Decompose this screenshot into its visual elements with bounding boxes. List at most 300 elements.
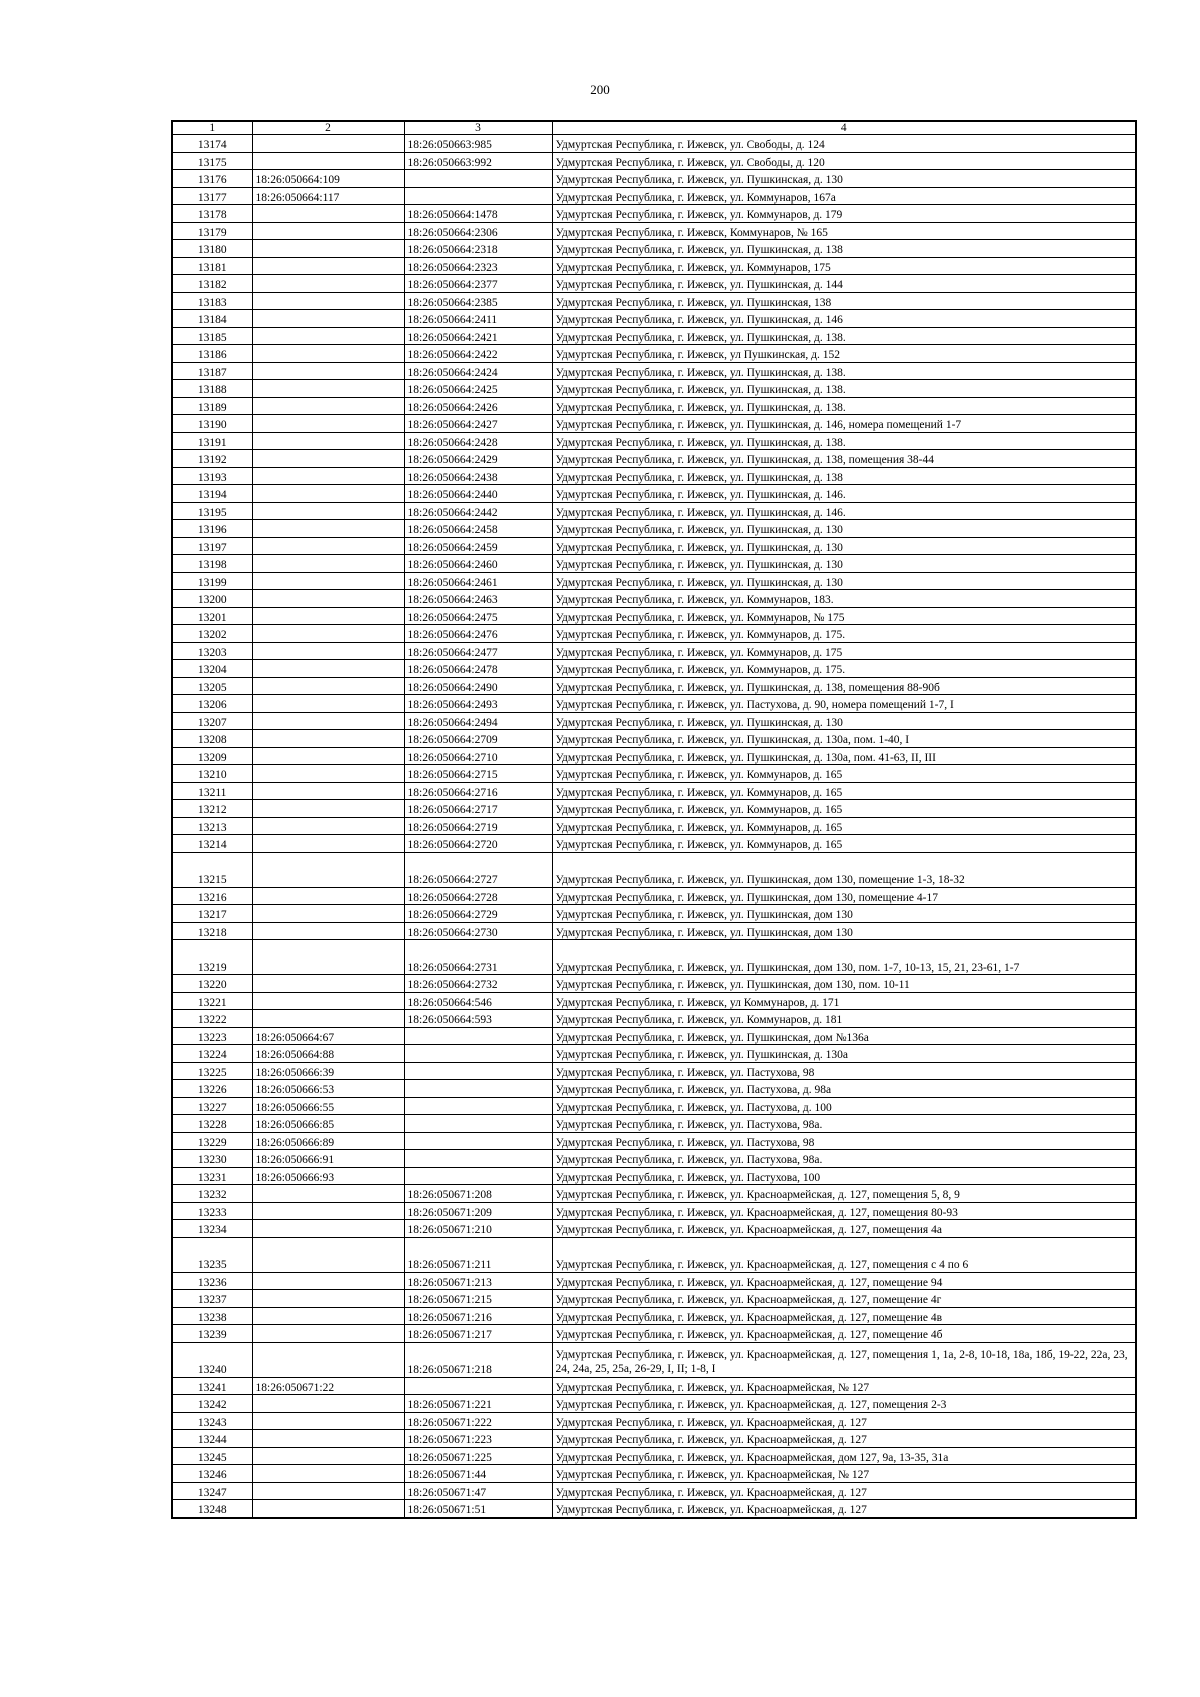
- row-number: 13206: [172, 695, 252, 713]
- row-number: 13174: [172, 135, 252, 153]
- table-row: [172, 415, 1136, 433]
- row-number: 13216: [172, 887, 252, 905]
- table-row: [172, 590, 1136, 608]
- object-number: 18:26:050663:985: [404, 135, 552, 153]
- object-number: [404, 1097, 552, 1115]
- parcel-number: [252, 590, 404, 608]
- row-number: 13203: [172, 642, 252, 660]
- parcel-number: [252, 1202, 404, 1220]
- parcel-number: 18:26:050666:89: [252, 1132, 404, 1150]
- address: Удмуртская Республика, г. Ижевск, ул. Красноармейская, д. 127: [552, 1500, 1136, 1518]
- address: Удмуртская Республика, г. Ижевск, ул. Красноармейская, д. 127, помещения 5, 8, 9: [552, 1185, 1136, 1203]
- address: Удмуртская Республика, г. Ижевск, ул. Пушкинская, д. 130: [552, 712, 1136, 730]
- row-number: 13227: [172, 1097, 252, 1115]
- object-number: 18:26:050664:2729: [404, 905, 552, 923]
- row-number: 13236: [172, 1272, 252, 1290]
- object-number: 18:26:050671:211: [404, 1237, 552, 1272]
- address: Удмуртская Республика, г. Ижевск, ул. Пушкинская, д. 130: [552, 572, 1136, 590]
- object-number: 18:26:050671:213: [404, 1272, 552, 1290]
- table-row: [172, 135, 1136, 153]
- address: Удмуртская Республика, г. Ижевск, ул. Пастухова, 98а.: [552, 1150, 1136, 1168]
- table-row: [172, 852, 1136, 887]
- address: Удмуртская Республика, г. Ижевск, ул Коммунаров, д. 171: [552, 992, 1136, 1010]
- object-number: 18:26:050664:2422: [404, 345, 552, 363]
- object-number: 18:26:050664:2720: [404, 835, 552, 853]
- object-number: 18:26:050664:2458: [404, 520, 552, 538]
- table-row: [172, 1027, 1136, 1045]
- object-number: 18:26:050664:2323: [404, 257, 552, 275]
- object-number: 18:26:050664:2477: [404, 642, 552, 660]
- object-number: [404, 1080, 552, 1098]
- object-number: 18:26:050671:217: [404, 1325, 552, 1343]
- object-number: 18:26:050664:2719: [404, 817, 552, 835]
- table-row: [172, 1185, 1136, 1203]
- address: Удмуртская Республика, г. Ижевск, ул. Пушкинская, д. 146.: [552, 485, 1136, 503]
- row-number: 13248: [172, 1500, 252, 1518]
- object-number: [404, 170, 552, 188]
- table-row: [172, 940, 1136, 975]
- table-row: [172, 1045, 1136, 1063]
- parcel-number: [252, 730, 404, 748]
- row-number: 13175: [172, 152, 252, 170]
- parcel-number: [252, 432, 404, 450]
- object-number: 18:26:050664:2715: [404, 765, 552, 783]
- row-number: 13204: [172, 660, 252, 678]
- parcel-number: [252, 345, 404, 363]
- object-number: 18:26:050664:2460: [404, 555, 552, 573]
- object-number: 18:26:050664:2411: [404, 310, 552, 328]
- address: Удмуртская Республика, г. Ижевск, ул. Пушкинская, д. 144: [552, 275, 1136, 293]
- address: Удмуртская Республика, г. Ижевск, ул. Красноармейская, № 127: [552, 1465, 1136, 1483]
- parcel-number: [252, 450, 404, 468]
- table-row: [172, 292, 1136, 310]
- parcel-number: [252, 467, 404, 485]
- table-row: [172, 1465, 1136, 1483]
- table-row: [172, 310, 1136, 328]
- address: Удмуртская Республика, г. Ижевск, ул. Пушкинская, 138: [552, 292, 1136, 310]
- table-row: [172, 677, 1136, 695]
- parcel-number: [252, 1412, 404, 1430]
- table-row: [172, 170, 1136, 188]
- address: Удмуртская Республика, г. Ижевск, ул. Пушкинская, д. 138, помещения 38-44: [552, 450, 1136, 468]
- column-header-4: 4: [552, 121, 1136, 135]
- address: Удмуртская Республика, г. Ижевск, ул. Пушкинская, д. 138.: [552, 380, 1136, 398]
- parcel-number: [252, 1325, 404, 1343]
- address: Удмуртская Республика, г. Ижевск, ул. Пушкинская, дом 130, пом. 10-11: [552, 975, 1136, 993]
- column-header-1: 1: [172, 121, 252, 135]
- address: Удмуртская Республика, г. Ижевск, ул. Красноармейская, д. 127: [552, 1482, 1136, 1500]
- address: Удмуртская Республика, г. Ижевск, ул. Пушкинская, д. 130: [552, 520, 1136, 538]
- row-number: 13237: [172, 1290, 252, 1308]
- object-number: 18:26:050664:593: [404, 1010, 552, 1028]
- row-number: 13209: [172, 747, 252, 765]
- parcel-number: [252, 695, 404, 713]
- row-number: 13197: [172, 537, 252, 555]
- address: Удмуртская Республика, г. Ижевск, ул. Пастухова, д. 98а: [552, 1080, 1136, 1098]
- table-row: [172, 257, 1136, 275]
- row-number: 13180: [172, 240, 252, 258]
- object-number: 18:26:050664:2426: [404, 397, 552, 415]
- object-number: 18:26:050664:2385: [404, 292, 552, 310]
- table-row: [172, 1115, 1136, 1133]
- row-number: 13230: [172, 1150, 252, 1168]
- object-number: [404, 1062, 552, 1080]
- table-row: [172, 1220, 1136, 1238]
- address: Удмуртская Республика, г. Ижевск, ул. Коммунаров, д. 165: [552, 765, 1136, 783]
- row-number: 13207: [172, 712, 252, 730]
- row-number: 13247: [172, 1482, 252, 1500]
- row-number: 13183: [172, 292, 252, 310]
- address: Удмуртская Республика, г. Ижевск, ул. Красноармейская, д. 127, помещения 80-93: [552, 1202, 1136, 1220]
- object-number: 18:26:050664:2440: [404, 485, 552, 503]
- address: Удмуртская Республика, г. Ижевск, ул. Пушкинская, д. 130: [552, 170, 1136, 188]
- row-number: 13220: [172, 975, 252, 993]
- row-number: 13192: [172, 450, 252, 468]
- table-row: [172, 275, 1136, 293]
- object-number: [404, 1132, 552, 1150]
- table-row: [172, 1080, 1136, 1098]
- row-number: 13224: [172, 1045, 252, 1063]
- object-number: 18:26:050664:2428: [404, 432, 552, 450]
- table-header: [172, 121, 1136, 135]
- address: Удмуртская Республика, г. Ижевск, ул. Пушкинская, д. 146: [552, 310, 1136, 328]
- row-number: 13228: [172, 1115, 252, 1133]
- address: Удмуртская Республика, г. Ижевск, ул. Красноармейская, № 127: [552, 1377, 1136, 1395]
- row-number: 13245: [172, 1447, 252, 1465]
- table-row: [172, 765, 1136, 783]
- parcel-number: [252, 485, 404, 503]
- table-row: [172, 1430, 1136, 1448]
- address: Удмуртская Республика, г. Ижевск, ул. Пушкинская, д. 138, помещения 88-90б: [552, 677, 1136, 695]
- row-number: 13221: [172, 992, 252, 1010]
- parcel-number: [252, 905, 404, 923]
- object-number: 18:26:050671:223: [404, 1430, 552, 1448]
- object-number: 18:26:050664:2438: [404, 467, 552, 485]
- row-number: 13226: [172, 1080, 252, 1098]
- object-number: 18:26:050664:1478: [404, 205, 552, 223]
- table-row: [172, 1290, 1136, 1308]
- object-number: 18:26:050664:2494: [404, 712, 552, 730]
- row-number: 13179: [172, 222, 252, 240]
- object-number: 18:26:050664:2475: [404, 607, 552, 625]
- address: Удмуртская Республика, г. Ижевск, ул. Пушкинская, д. 138.: [552, 327, 1136, 345]
- parcel-number: [252, 362, 404, 380]
- table-row: [172, 1062, 1136, 1080]
- address: Удмуртская Республика, г. Ижевск, ул. Пушкинская, д. 146, номера помещений 1-7: [552, 415, 1136, 433]
- header-row: [172, 121, 1136, 135]
- table-row: [172, 1342, 1136, 1377]
- address: Удмуртская Республика, г. Ижевск, ул. Пушкинская, д. 146.: [552, 502, 1136, 520]
- row-number: 13232: [172, 1185, 252, 1203]
- table-row: [172, 450, 1136, 468]
- object-number: 18:26:050663:992: [404, 152, 552, 170]
- table-body: [172, 135, 1136, 1518]
- row-number: 13229: [172, 1132, 252, 1150]
- parcel-number: [252, 1342, 404, 1377]
- table-row: [172, 380, 1136, 398]
- object-number: 18:26:050664:2442: [404, 502, 552, 520]
- row-number: 13240: [172, 1342, 252, 1377]
- object-number: 18:26:050671:44: [404, 1465, 552, 1483]
- row-number: 13246: [172, 1465, 252, 1483]
- object-number: 18:26:050664:2709: [404, 730, 552, 748]
- object-number: 18:26:050664:2421: [404, 327, 552, 345]
- parcel-number: 18:26:050664:88: [252, 1045, 404, 1063]
- object-number: 18:26:050671:218: [404, 1342, 552, 1377]
- table-row: [172, 922, 1136, 940]
- object-number: 18:26:050664:2727: [404, 852, 552, 887]
- row-number: 13189: [172, 397, 252, 415]
- object-number: [404, 1045, 552, 1063]
- object-number: 18:26:050671:225: [404, 1447, 552, 1465]
- table-row: [172, 572, 1136, 590]
- address: Удмуртская Республика, г. Ижевск, ул. Коммунаров, 183.: [552, 590, 1136, 608]
- row-number: 13195: [172, 502, 252, 520]
- object-number: 18:26:050671:210: [404, 1220, 552, 1238]
- row-number: 13176: [172, 170, 252, 188]
- parcel-number: [252, 940, 404, 975]
- row-number: 13239: [172, 1325, 252, 1343]
- parcel-number: [252, 555, 404, 573]
- parcel-number: [252, 1482, 404, 1500]
- table-row: [172, 362, 1136, 380]
- table-row: [172, 695, 1136, 713]
- parcel-number: [252, 1430, 404, 1448]
- parcel-number: [252, 572, 404, 590]
- table-row: [172, 502, 1136, 520]
- table-row: [172, 975, 1136, 993]
- table-row: [172, 712, 1136, 730]
- parcel-number: [252, 310, 404, 328]
- table-row: [172, 520, 1136, 538]
- table-row: [172, 642, 1136, 660]
- parcel-number: [252, 642, 404, 660]
- table-row: [172, 187, 1136, 205]
- row-number: 13188: [172, 380, 252, 398]
- object-number: 18:26:050664:2493: [404, 695, 552, 713]
- address: Удмуртская Республика, г. Ижевск, ул. Пушкинская, дом №136а: [552, 1027, 1136, 1045]
- address: Удмуртская Республика, г. Ижевск, ул. Коммунаров, д. 165: [552, 800, 1136, 818]
- object-number: 18:26:050664:2731: [404, 940, 552, 975]
- object-number: 18:26:050664:2730: [404, 922, 552, 940]
- parcel-number: [252, 887, 404, 905]
- parcel-number: [252, 835, 404, 853]
- parcel-number: [252, 1185, 404, 1203]
- table-row: [172, 1272, 1136, 1290]
- parcel-number: [252, 817, 404, 835]
- row-number: 13199: [172, 572, 252, 590]
- address: Удмуртская Республика, г. Ижевск, ул. Пушкинская, д. 130: [552, 537, 1136, 555]
- address: Удмуртская Республика, г. Ижевск, ул. Пушкинская, дом 130, помещение 1-3, 18-32: [552, 852, 1136, 887]
- table-row: [172, 782, 1136, 800]
- row-number: 13184: [172, 310, 252, 328]
- address: Удмуртская Республика, г. Ижевск, ул. Пушкинская, дом 130: [552, 922, 1136, 940]
- address: Удмуртская Республика, г. Ижевск, ул Пушкинская, д. 152: [552, 345, 1136, 363]
- row-number: 13210: [172, 765, 252, 783]
- row-number: 13223: [172, 1027, 252, 1045]
- table-row: [172, 1412, 1136, 1430]
- parcel-number: [252, 782, 404, 800]
- row-number: 13243: [172, 1412, 252, 1430]
- table-row: [172, 730, 1136, 748]
- table-row: [172, 1097, 1136, 1115]
- table-row: [172, 625, 1136, 643]
- parcel-number: [252, 765, 404, 783]
- parcel-number: 18:26:050664:117: [252, 187, 404, 205]
- parcel-number: 18:26:050666:53: [252, 1080, 404, 1098]
- parcel-number: [252, 607, 404, 625]
- parcel-number: [252, 380, 404, 398]
- address: Удмуртская Республика, г. Ижевск, ул. Пушкинская, д. 138: [552, 240, 1136, 258]
- row-number: 13202: [172, 625, 252, 643]
- page-number: 200: [590, 82, 610, 97]
- object-number: [404, 1167, 552, 1185]
- parcel-number: [252, 327, 404, 345]
- table-row: [172, 1132, 1136, 1150]
- object-number: 18:26:050664:546: [404, 992, 552, 1010]
- parcel-number: [252, 1465, 404, 1483]
- address: Удмуртская Республика, г. Ижевск, ул. Пушкинская, д. 138.: [552, 397, 1136, 415]
- object-number: [404, 1150, 552, 1168]
- object-number: 18:26:050664:2728: [404, 887, 552, 905]
- object-number: 18:26:050664:2429: [404, 450, 552, 468]
- address: Удмуртская Республика, г. Ижевск, ул. Красноармейская, д. 127: [552, 1430, 1136, 1448]
- table-row: [172, 992, 1136, 1010]
- table-row: [172, 607, 1136, 625]
- object-number: 18:26:050664:2318: [404, 240, 552, 258]
- address: Удмуртская Республика, г. Ижевск, ул. Коммунаров, 175: [552, 257, 1136, 275]
- parcel-number: [252, 1272, 404, 1290]
- table-row: [172, 1447, 1136, 1465]
- object-number: 18:26:050664:2710: [404, 747, 552, 765]
- address: Удмуртская Республика, г. Ижевск, ул. Пушкинская, дом 130: [552, 905, 1136, 923]
- row-number: 13178: [172, 205, 252, 223]
- row-number: 13238: [172, 1307, 252, 1325]
- address: Удмуртская Республика, г. Ижевск, ул. Пушкинская, дом 130, пом. 1-7, 10-13, 15, 21, 23-61, 1-7: [552, 940, 1136, 975]
- row-number: 13177: [172, 187, 252, 205]
- table-row: [172, 1202, 1136, 1220]
- row-number: 13212: [172, 800, 252, 818]
- object-number: 18:26:050664:2717: [404, 800, 552, 818]
- object-number: 18:26:050664:2732: [404, 975, 552, 993]
- parcel-number: [252, 852, 404, 887]
- parcel-number: [252, 1010, 404, 1028]
- parcel-number: 18:26:050664:67: [252, 1027, 404, 1045]
- address: Удмуртская Республика, г. Ижевск, ул. Коммунаров, д. 165: [552, 835, 1136, 853]
- address: Удмуртская Республика, г. Ижевск, ул. Красноармейская, д. 127, помещения 1, 1а, 2-8, 10-18, 18а, 18б, 19-22, 22а, 23, 24, 24а, 25, 25а, 26-29, I, II; 1-8, I: [552, 1342, 1136, 1377]
- parcel-number: [252, 660, 404, 678]
- object-number: 18:26:050671:209: [404, 1202, 552, 1220]
- parcel-number: [252, 415, 404, 433]
- table-row: [172, 485, 1136, 503]
- parcel-number: [252, 1447, 404, 1465]
- object-number: 18:26:050664:2424: [404, 362, 552, 380]
- row-number: 13231: [172, 1167, 252, 1185]
- address: Удмуртская Республика, г. Ижевск, ул. Пастухова, 98а.: [552, 1115, 1136, 1133]
- address: Удмуртская Республика, г. Ижевск, ул. Пушкинская, д. 130: [552, 555, 1136, 573]
- table-row: [172, 152, 1136, 170]
- address: Удмуртская Республика, г. Ижевск, ул. Коммунаров, д. 175.: [552, 660, 1136, 678]
- row-number: 13190: [172, 415, 252, 433]
- object-number: 18:26:050664:2476: [404, 625, 552, 643]
- table-row: [172, 240, 1136, 258]
- parcel-number: [252, 1237, 404, 1272]
- parcel-number: [252, 152, 404, 170]
- row-number: 13225: [172, 1062, 252, 1080]
- object-number: [404, 1377, 552, 1395]
- parcel-number: [252, 502, 404, 520]
- table-row: [172, 747, 1136, 765]
- object-number: 18:26:050664:2716: [404, 782, 552, 800]
- address: Удмуртская Республика, г. Ижевск, ул. Коммунаров, д. 175.: [552, 625, 1136, 643]
- object-number: 18:26:050664:2425: [404, 380, 552, 398]
- address: Удмуртская Республика, г. Ижевск, ул. Красноармейская, д. 127: [552, 1412, 1136, 1430]
- row-number: 13191: [172, 432, 252, 450]
- parcel-number: [252, 135, 404, 153]
- table-row: [172, 205, 1136, 223]
- parcel-number: [252, 1500, 404, 1518]
- parcel-number: [252, 520, 404, 538]
- row-number: 13219: [172, 940, 252, 975]
- parcel-number: [252, 537, 404, 555]
- table-row: [172, 1307, 1136, 1325]
- parcel-number: [252, 992, 404, 1010]
- object-number: 18:26:050671:221: [404, 1395, 552, 1413]
- row-number: 13198: [172, 555, 252, 573]
- address: Удмуртская Республика, г. Ижевск, ул. Красноармейская, д. 127, помещение 4г: [552, 1290, 1136, 1308]
- address: Удмуртская Республика, г. Ижевск, ул. Пастухова, 100: [552, 1167, 1136, 1185]
- table-row: [172, 537, 1136, 555]
- address: Удмуртская Республика, г. Ижевск, ул. Красноармейская, д. 127, помещение 94: [552, 1272, 1136, 1290]
- table-row: [172, 1500, 1136, 1518]
- row-number: 13181: [172, 257, 252, 275]
- address: Удмуртская Республика, г. Ижевск, ул. Красноармейская, д. 127, помещения 4а: [552, 1220, 1136, 1238]
- table-row: [172, 800, 1136, 818]
- row-number: 13242: [172, 1395, 252, 1413]
- parcel-number: 18:26:050666:39: [252, 1062, 404, 1080]
- object-number: 18:26:050671:47: [404, 1482, 552, 1500]
- row-number: 13182: [172, 275, 252, 293]
- table-row: [172, 660, 1136, 678]
- table-row: [172, 1167, 1136, 1185]
- parcel-number: 18:26:050666:91: [252, 1150, 404, 1168]
- row-number: 13235: [172, 1237, 252, 1272]
- table-row: [172, 905, 1136, 923]
- address: Удмуртская Республика, г. Ижевск, ул. Коммунаров, д. 179: [552, 205, 1136, 223]
- table-row: [172, 345, 1136, 363]
- row-number: 13205: [172, 677, 252, 695]
- parcel-number: [252, 922, 404, 940]
- object-number: 18:26:050664:2377: [404, 275, 552, 293]
- table-row: [172, 397, 1136, 415]
- parcel-number: [252, 205, 404, 223]
- row-number: 13201: [172, 607, 252, 625]
- address: Удмуртская Республика, г. Ижевск, ул. Коммунаров, д. 165: [552, 817, 1136, 835]
- parcel-number: [252, 800, 404, 818]
- parcel-number: [252, 1395, 404, 1413]
- object-number: 18:26:050664:2490: [404, 677, 552, 695]
- row-number: 13196: [172, 520, 252, 538]
- table-row: [172, 887, 1136, 905]
- table-row: [172, 835, 1136, 853]
- address: Удмуртская Республика, г. Ижевск, ул. Красноармейская, д. 127, помещение 4б: [552, 1325, 1136, 1343]
- address: Удмуртская Республика, г. Ижевск, ул. Красноармейская, дом 127, 9а, 13-35, 31а: [552, 1447, 1136, 1465]
- address: Удмуртская Республика, г. Ижевск, ул. Пушкинская, дом 130, помещение 4-17: [552, 887, 1136, 905]
- object-number: 18:26:050671:208: [404, 1185, 552, 1203]
- object-number: 18:26:050664:2461: [404, 572, 552, 590]
- row-number: 13222: [172, 1010, 252, 1028]
- address: Удмуртская Республика, г. Ижевск, ул. Коммунаров, д. 165: [552, 782, 1136, 800]
